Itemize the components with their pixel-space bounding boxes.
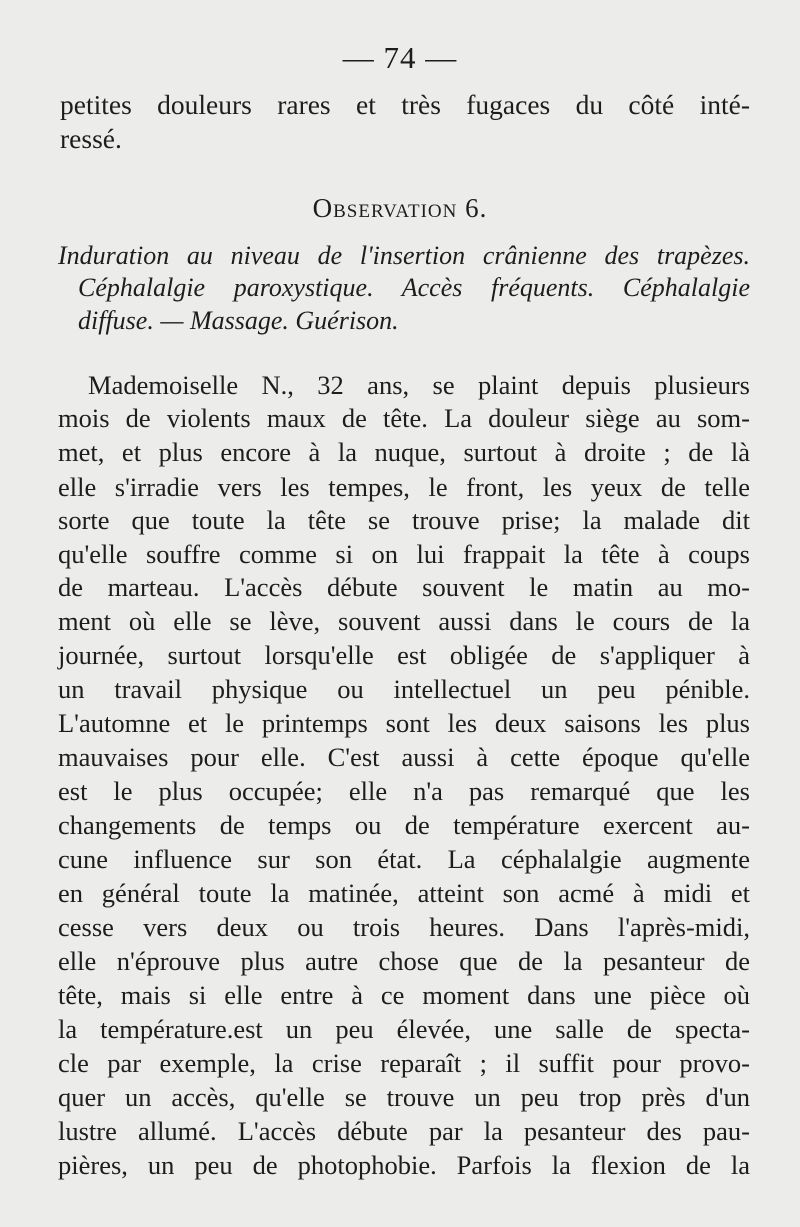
body-line-2: mois de violents maux de tête. La douleur siège au som- [58,403,750,433]
body-line-19: tête, mais si elle entre à ce moment dans une pièce où [58,980,750,1010]
body-line-5: sorte que toute la tête se trouve prise; la malade dit [58,505,750,535]
body-line-1: Mademoiselle N., 32 ans, se plaint depuis plusieurs [88,370,750,400]
body-line-23: lustre allumé. L'accès débute par la pesanteur des pau- [58,1116,750,1146]
body-line-16: en général toute la matinée, atteint son acmé à midi et [58,878,750,908]
body-line-10: un travail physique ou intellectuel un peu pénible. [58,674,750,704]
intro-line-2: ressé. [60,123,122,154]
body-line-6: qu'elle souffre comme si on lui frappait la tête à coups [58,539,750,569]
body-line-3: met, et plus encore à la nuque, surtout à droite ; de là [58,437,750,467]
body-line-24: pières, un peu de photophobie. Parfois la flexion de la [58,1150,750,1180]
body-line-7: de marteau. L'accès débute souvent le matin au mo- [58,572,750,602]
body-line-20: la température.est un peu élevée, une salle de specta- [58,1014,750,1044]
intro-line-1: petites douleurs rares et très fugaces du côté inté- [60,89,750,120]
body-line-15: cune influence sur son état. La céphalalgie augmente [58,844,750,874]
body-line-18: elle n'éprouve plus autre chose que de la pesanteur de [58,946,750,976]
body-line-11: L'automne et le printemps sont les deux saisons les plus [58,708,750,738]
body-line-13: est le plus occupée; elle n'a pas remarqué que les [58,776,750,806]
body-line-14: changements de temps ou de température exercent au- [58,810,750,840]
summary-line-3: diffuse. — Massage. Guérison. [78,306,399,335]
body-line-21: cle par exemple, la crise reparaît ; il suffit pour provo- [58,1048,750,1078]
body-line-17: cesse vers deux ou trois heures. Dans l'après-midi, [58,912,750,942]
body-line-12: mauvaises pour elle. C'est aussi à cette époque qu'elle [58,742,750,772]
body-line-8: ment où elle se lève, souvent aussi dans le cours de la [58,606,750,636]
body-line-22: quer un accès, qu'elle se trouve un peu trop près d'un [58,1082,750,1112]
observation-heading: Observation 6. [312,193,488,223]
body-line-4: elle s'irradie vers les tempes, le front, les yeux de telle [58,472,750,502]
body-line-9: journée, surtout lorsqu'elle est obligée de s'appliquer à [58,640,750,670]
summary-line-1: Induration au niveau de l'insertion crânienne des trapèzes. [58,241,750,270]
page-number: — 74 — [342,40,458,75]
summary-line-2: Céphalalgie paroxystique. Accès fréquents. Céphalalgie [78,273,750,302]
